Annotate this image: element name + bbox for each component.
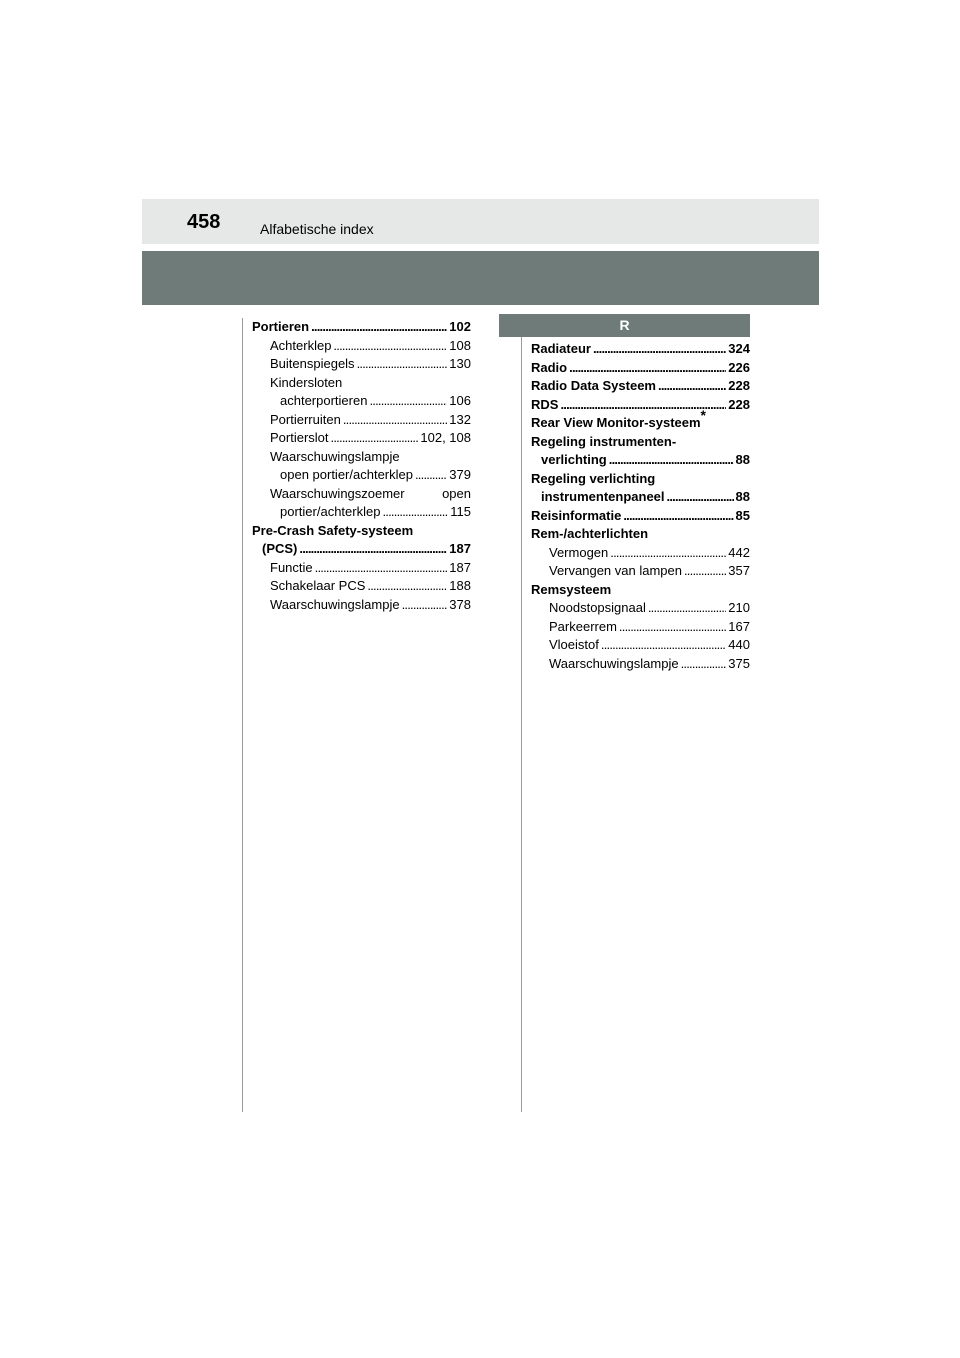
index-entry-portieren: Portieren . . . 102 bbox=[252, 318, 471, 337]
index-entry-kindersloten: Kindersloten bbox=[270, 374, 343, 390]
index-entry-schakelaar-pcs: Schakelaar PCS . . . 188 bbox=[252, 577, 471, 596]
index-entry-rem-waarschuwingslampje: Waarschuwingslampje . . . 375 bbox=[531, 655, 750, 674]
index-entry-vervangen-van-lampen: Vervangen van lampen . . . 357 bbox=[531, 562, 750, 581]
right-column-rule bbox=[521, 318, 522, 1112]
footnote-star: * bbox=[700, 406, 706, 423]
index-entry-achterklep: Achterklep . . . 108 bbox=[252, 337, 471, 356]
index-entry-portierslot: Portierslot . . . 102, 108 bbox=[252, 429, 471, 448]
index-entry-pcs-waarschuwingslampje: Waarschuwingslampje . . . 378 bbox=[252, 596, 471, 615]
index-entry-radiateur: Radiateur . . . 324 bbox=[531, 340, 750, 359]
section-banner bbox=[142, 251, 819, 305]
index-entry-vermogen: Vermogen . . . 442 bbox=[531, 544, 750, 563]
index-entry-regeling-verlichting: Regeling verlichting bbox=[531, 470, 656, 486]
index-entry-radio-data-systeem: Radio Data Systeem . . . 228 bbox=[531, 377, 750, 396]
index-entry-regeling-instrumenten: Regeling instrumenten- bbox=[531, 433, 677, 449]
index-entry-rds: RDS . . . 228 bbox=[531, 396, 750, 415]
index-entry-parkeerrem: Parkeerrem . . . 167 bbox=[531, 618, 750, 637]
index-entry-waarschuwingslampje-cont: open portier/achterklep . . . 379 bbox=[252, 466, 471, 485]
index-entry-functie: Functie . . . 187 bbox=[252, 559, 471, 578]
page-number: 458 bbox=[187, 211, 221, 233]
index-entry-buitenspiegels: Buitenspiegels . . . 130 bbox=[252, 355, 471, 374]
index-entry-pcs: Pre-Crash Safety-systeem bbox=[252, 522, 414, 538]
index-right-column bbox=[531, 340, 750, 673]
index-entry-pcs-cont: (PCS) . . . 187 bbox=[252, 540, 471, 559]
index-entry-regeling-verlichting-cont: instrumentenpaneel . . . 88 bbox=[531, 488, 750, 507]
index-entry-rem-achterlichten: Rem-/achterlichten bbox=[531, 526, 649, 541]
index-entry-regeling-instrumenten-cont: verlichting . . . 88 bbox=[531, 451, 750, 470]
index-left-column bbox=[252, 318, 471, 614]
left-column-rule bbox=[242, 318, 243, 1112]
page-header bbox=[142, 199, 819, 244]
index-entry-rear-view-monitor: Rear View Monitor-systeem* bbox=[531, 406, 706, 430]
header-title: Alfabetische index bbox=[260, 221, 374, 237]
index-entry-radio: Radio . . . 226 bbox=[531, 359, 750, 378]
index-entry-remsysteem: Remsysteem bbox=[531, 581, 612, 597]
index-entry-kindersloten-cont: achterportieren . . . 106 bbox=[252, 392, 471, 411]
index-entry-portierruiten: Portierruiten . . . 132 bbox=[252, 411, 471, 430]
index-entry-waarschuwingszoemer-cont: portier/achterklep . . . 115 bbox=[252, 503, 471, 522]
index-entry-waarschuwingszoemer: Waarschuwingszoemer open bbox=[270, 485, 471, 501]
index-entry-noodstopsignaal: Noodstopsignaal . . . 210 bbox=[531, 599, 750, 618]
index-entry-reisinformatie: Reisinformatie . . . 85 bbox=[531, 507, 750, 526]
section-letter-tab: R bbox=[499, 314, 750, 337]
index-entry-vloeistof: Vloeistof . . . 440 bbox=[531, 636, 750, 655]
index-entry-waarschuwingslampje: Waarschuwingslampje bbox=[270, 448, 400, 464]
